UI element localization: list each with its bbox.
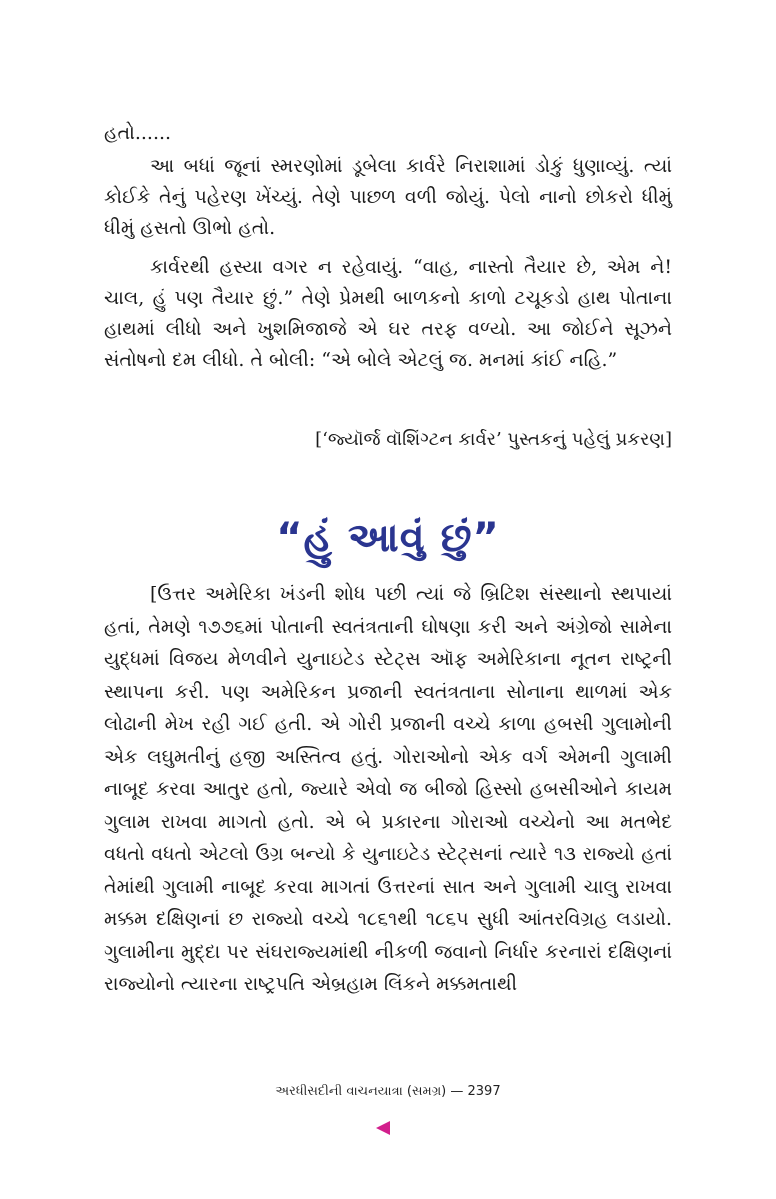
article-body [104, 578, 672, 1001]
continuation-line: હતો...... [104, 122, 172, 144]
source-citation: [‘જ્યૉર્જ વૉશિંગ્ટન કાર્વર’ પુસ્તકનું પહેલું પ્રકરણ] [315, 429, 672, 450]
previous-chapter-ending [104, 118, 672, 376]
paragraph-2: કાર્વરથી હસ્યા વગર ન રહેવાયું. “વાહ, નાસ્તો તૈયાર છે, એમ ને! ચાલ, હું પણ તૈયાર છું.” તેણે પ્રેમથી બાળકનો કાળો ટચૂકડો હાથ પોતાના હાથમાં લીધો અને ખુશમિજાજે એ ઘર તરફ વળ્યો. આ જોઈને સૂઝને સંતોષનો દમ લીધો. તે બોલી: “એ બોલે એટલું જ. મનમાં કાંઈ નહિ.” [104, 256, 672, 371]
paragraph-1: આ બધાં જૂનાં સ્મરણોમાં ડૂબેલા કાર્વરે નિરાશામાં ડોકું ધુણાવ્યું. ત્યાં કોઈકે તેનું પહેરણ ખેંચ્યું. તેણે પાછળ વળી જોયું. પેલો નાનો છોકરો ધીમું ધીમું હસતો ઊભો હતો. [104, 155, 672, 239]
running-footer: અરધીસદીની વાચનયાત્રા (સમગ્ર) — 2397 [275, 1084, 501, 1099]
article-intro-paragraph: [ઉત્તર અમેરિકા ખંડની શોધ પછી ત્યાં જે બ્રિટિશ સંસ્થાનો સ્થપાયાં હતાં, તેમણે ૧૭૭૬માં પોતાની સ્વતંત્રતાની ઘોષણા કરી અને અંગ્રેજો સામેના યુદ્ધમાં વિજય મેળવીને યુનાઇટેડ સ્ટેટ્સ ઑફ અમેરિકાના નૂતન રાષ્ટ્રની સ્થાપના કરી. પણ અમેરિકન પ્રજાની સ્વતંત્રતાના સોનાના થાળમાં એક લોઢાની મેખ રહી ગઈ હતી. એ ગોરી પ્રજાની વચ્ચે કાળા હબસી ગુલામોની એક લઘુમતીનું હજી અસ્તિત્વ હતું. ગોરાઓનો એક વર્ગ એમની ગુલામી નાબૂદ કરવા આતુર હતો, જ્યારે એવો જ બીજો હિસ્સો હબસીઓને કાયમ ગુલામ રાખવા માગતો હતો. એ બે પ્રકારના ગોરાઓ વચ્ચેનો આ મતભેદ વધતો વધતો એટલો ઉગ્ર બન્યો કે યુનાઇટેડ સ્ટેટ્સનાં ત્યારે ૧૩ રાજ્યો હતાં તેમાંથી ગુલામી નાબૂદ કરવા માગતાં ઉત્તરનાં સાત અને ગુલામી ચાલુ રાખવા મક્કમ દક્ષિણનાં છ રાજ્યો વચ્ચે ૧૮૬૧થી ૧૮૬૫ સુધી આંતરવિગ્રહ લડાયો. ગુલામીના મુદ્દા પર સંઘરાજ્યમાંથી નીકળી જવાનો નિર્ધાર કરનારાં દક્ષિણનાં રાજ્યોનો ત્યારના રાષ્ટ્રપતિ એબ્રહામ લિંકને મક્કમતાથી [104, 583, 672, 995]
article-title: “હું આવું છું” [276, 515, 500, 561]
previous-page-arrow-icon[interactable] [376, 1121, 390, 1135]
